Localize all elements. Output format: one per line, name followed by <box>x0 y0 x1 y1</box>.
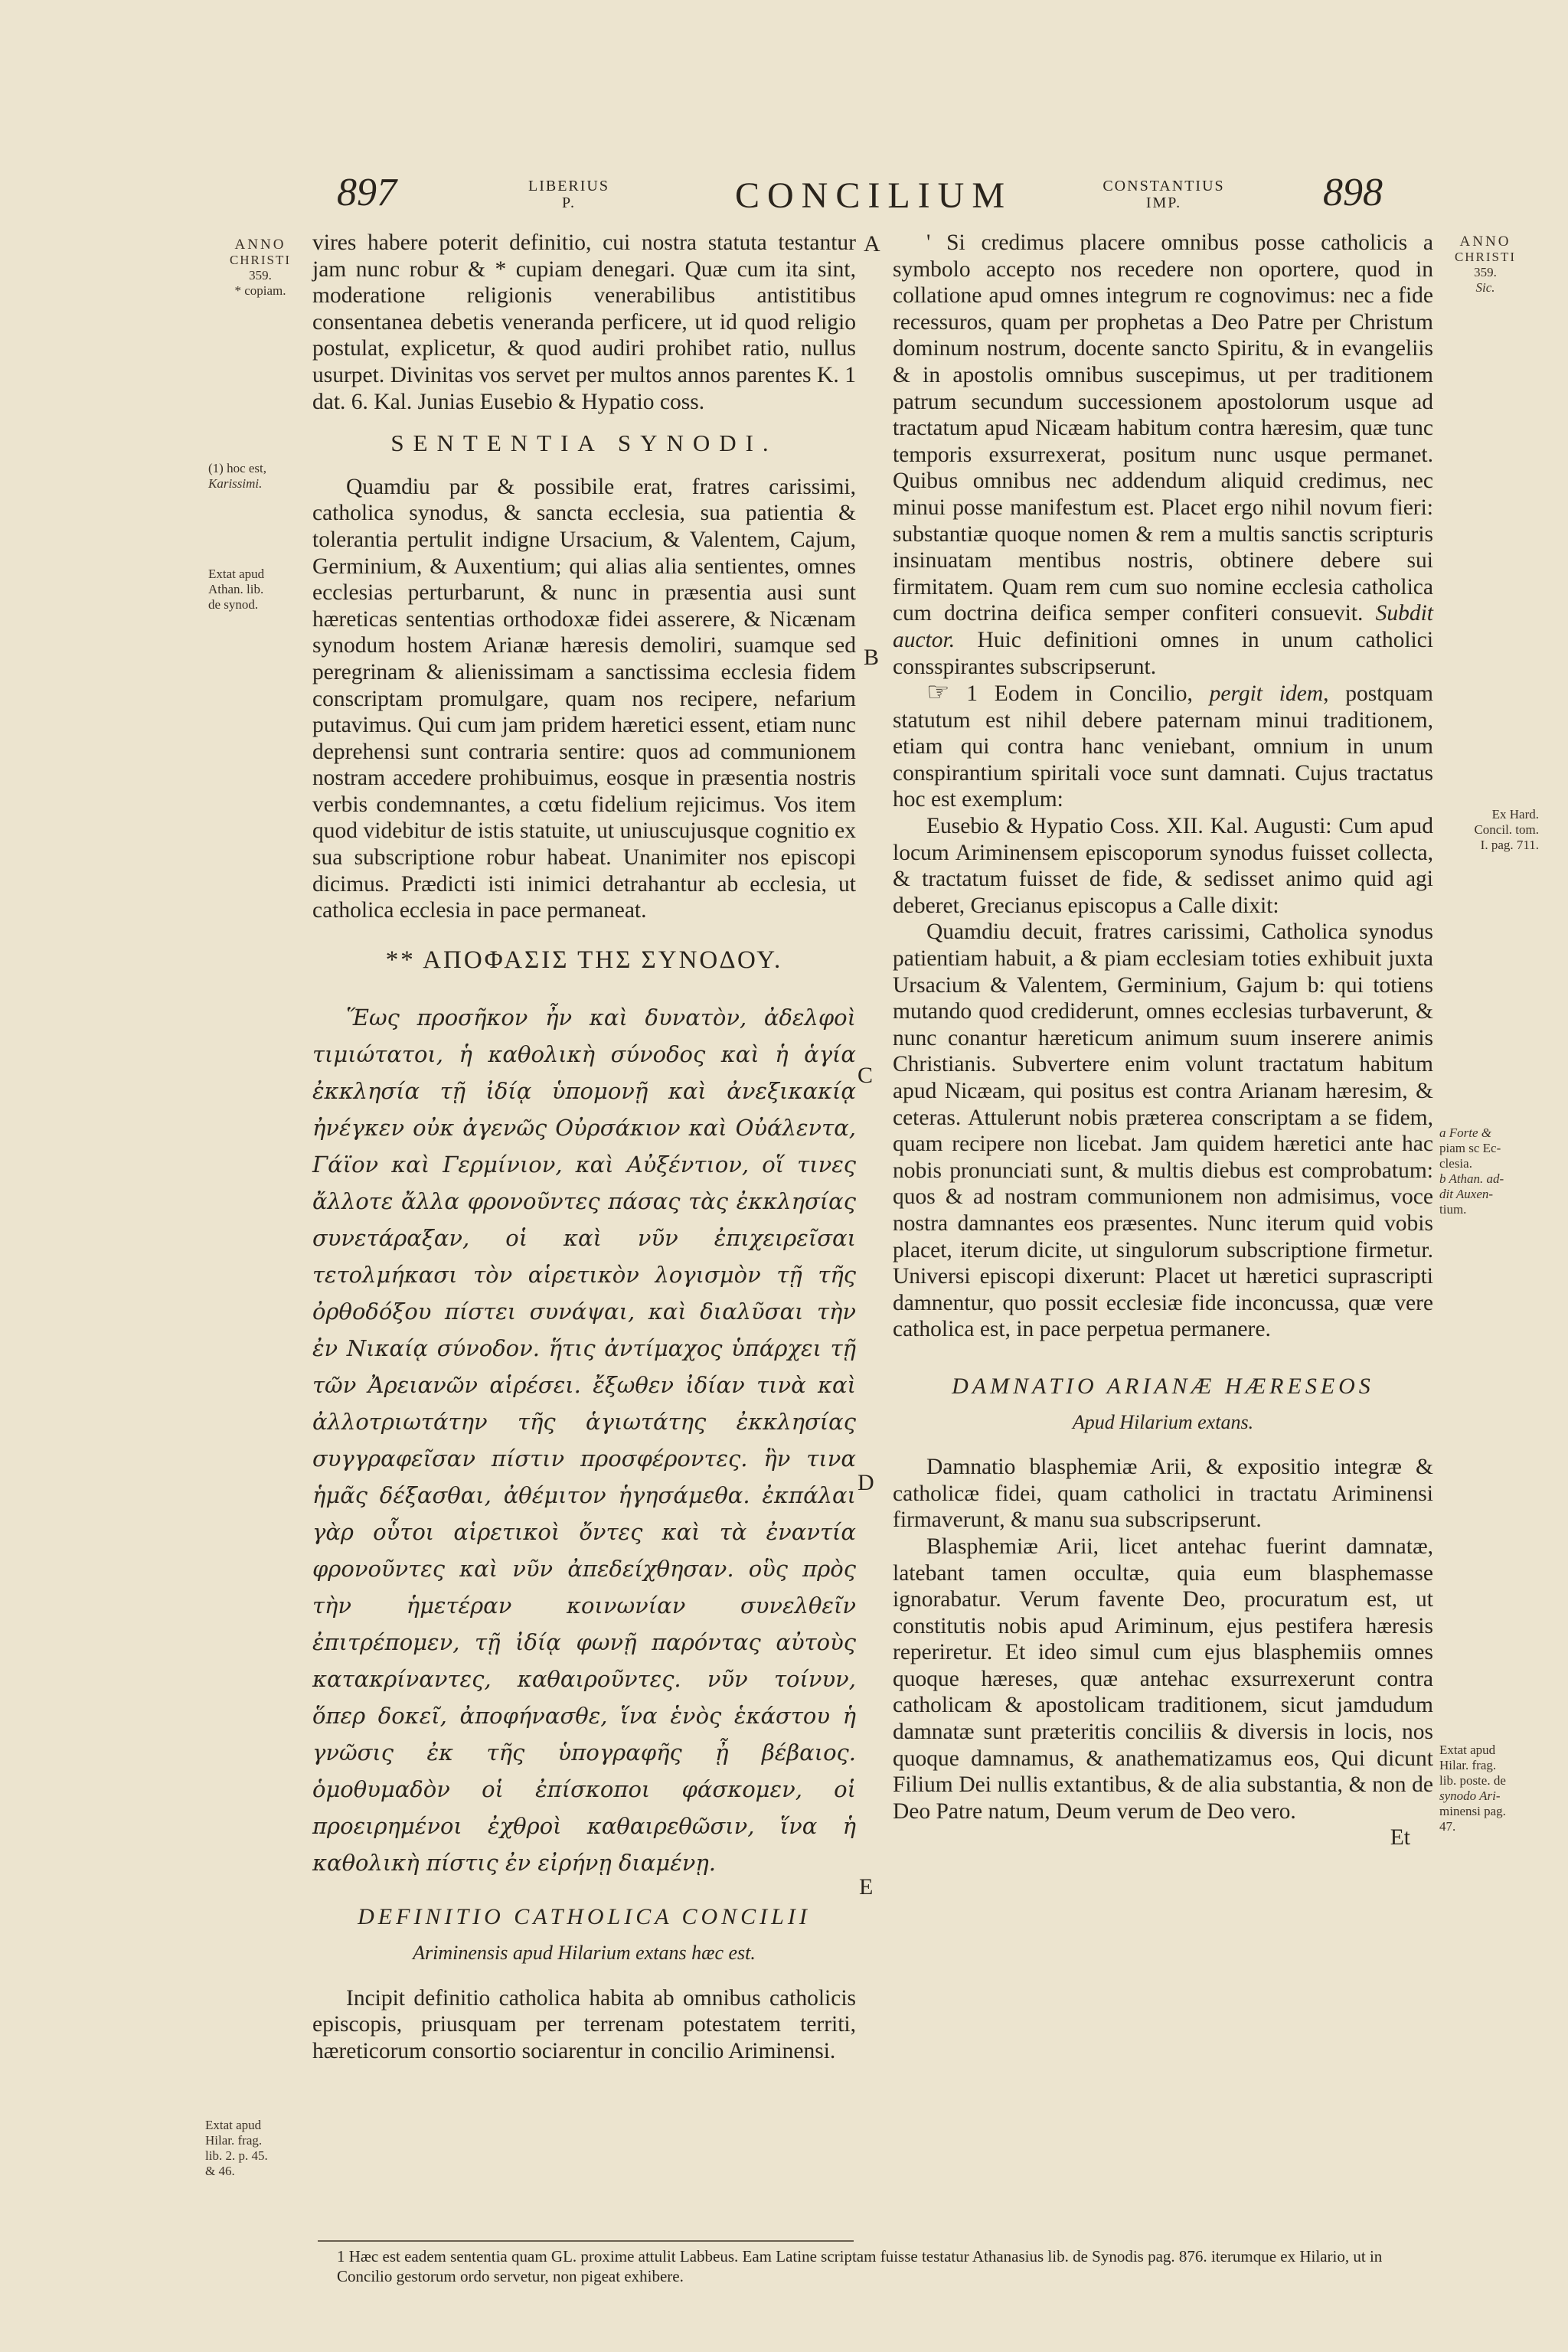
left-hilar-line-3: lib. 2. p. 45. <box>205 2148 268 2163</box>
left-hilar-line-2: Hilar. frag. <box>205 2133 263 2148</box>
left-anno: ANNO <box>234 237 286 253</box>
right-forte-line-5: dit Auxen- <box>1439 1187 1494 1201</box>
left-hoc-line-1: (1) hoc est, <box>208 461 267 475</box>
right-paragraph-blasphemiae: Blasphemiæ Arii, licet antehac fuerint damnatæ, latebant tamen occultæ, quia eum blasphemasse ignorabatur. Verum favente Deo, procuratum est, ut constitutis nobis apud Ariminum, ejus pestifera hæresis reperiretur. Et ideo simul cum ejus blasphemiis omnes quoque hæreses, quæ antehac exsurrexerunt contra catholicam & apostolicam traditionem, sicut jamdudum damnatæ sunt præteritis conciliis & diversis in locis, nos quoque damnamus, & anathematizamus eos, Qui dicunt Filium Dei nullis extantibus, & de alia substantia, & non de Deo Patre natum, Deum verum de Deo vero. <box>893 1534 1433 1824</box>
heading-greek-apophasis: ** ΑΠΟΦΑΣΙΣ ΤΗΣ ΣΥΝΟΔΟΥ. <box>385 946 783 974</box>
right-anno: ANNO <box>1459 234 1511 250</box>
subheading-ariminensis: Ariminensis apud Hilarium extans hæc est. <box>413 1942 756 1965</box>
subheading-apud-hilarium: Apud Hilarium extans. <box>1072 1410 1254 1433</box>
section-letter-d: D <box>858 1470 874 1495</box>
right-hilar-line-1: Extat apud <box>1439 1743 1496 1757</box>
pointing-hand-icon: ☞ <box>926 678 950 707</box>
right-hard-line-2: Concil. tom. <box>1474 822 1539 837</box>
left-margin-extat-note <box>208 567 308 612</box>
right-margin-hilar-note <box>1439 1743 1539 1834</box>
right-page-number: 898 <box>1323 171 1383 214</box>
left-christi: CHRISTI <box>229 253 292 267</box>
right-christi: CHRISTI <box>1454 250 1517 264</box>
left-year: 359. <box>249 268 272 283</box>
footnote-rule <box>318 2240 854 2242</box>
right-paragraph-quamdiu: Quamdiu decuit, fratres carissimi, Catholica synodus patientiam habuit, a & piam ecclesiam toties exhibuit juxta Ursacium & Valentem, Germinium, Gajum b: qui totiens mutando quod crediderunt, omnes ecclesias turbaverunt, & nunc conantur hæreticum animum suum inserere animis Christianis. Subvertere enim volunt tractatum habitum apud Nicæam, qui positus est contra Arianam hæresim, & ceteras. Attulerunt nobis præterea conscriptam a se fidem, quam recipere non licebat. Jam quidem hæretici ante hac nobis pronunciati sunt, & multis diebus est comprobatum: quos & ad nostram communionem non admisimus, voce nostra damnantes eos præsentes. Nunc iterum quid vobis placet, iterum dicite, ut singulorum subscriptione firmetur. Universi episcopi dixerunt: Placet ut hæretici suprascripti damnentur, quo possit ecclesiæ fide inconcussa, quæ vere catholica est, in pace perpetua permanere. <box>893 920 1433 1342</box>
right-hilar-line-3: lib. poste. de <box>1439 1773 1506 1788</box>
left-margin-hoc-note <box>208 461 308 492</box>
left-copiam-note: * copiam. <box>234 283 286 298</box>
heading-sententia-synodi: SENTENTIA SYNODI. <box>390 430 778 457</box>
left-paragraph-incipit: Incipit definitio catholica habita ab omnibus catholicis episcopis, priusquam per terrenam potestatem territi, hæreticorum consortio sociarentur in concilio Ariminensi. <box>312 1985 856 2063</box>
greek-sententia-text: Ἕως προσῆκον ἦν καὶ δυνατὸν, ἀδελφοὶ τιμιώτατοι, ἡ καθολικὴ σύνοδος καὶ ἡ ἁγία ἐκκλησία τῇ ἰδίᾳ ὑπομονῇ καὶ ἀνεξικακίᾳ ἠνέγκεν οὐκ ἀγενῶς Οὐρσάκιον καὶ Οὐάλεντα, Γάϊον καὶ Γερμίνιον, καὶ Αὐξέντιον, οἵ τινες ἄλλοτε ἄλλα φρονοῦντες πάσας τὰς ἐκκλησίας συνετάραξαν, οἱ καὶ νῦν ἐπιχειρεῖσαι τετολμήκασι τὸν αἱρετικὸν λογισμὸν τῇ τῆς ὀρθοδόξου πίστει συνάψαι, καὶ διαλῦσαι τὴν ἐν Νικαίᾳ σύνοδον. ἥτις ἀντίμαχος ὑπάρχει τῇ τῶν Ἀρειανῶν αἱρέσει. ἔξωθεν ἰδίαν τινὰ καὶ ἀλλοτριωτάτην τῆς ἁγιωτάτης ἐκκλησίας συγγραφεῖσαν πίστιν προσφέροντες. ἣν τινα ἡμᾶς δέξασθαι, ἀθέμιτον ἡγησάμεθα. ἐκπάλαι γὰρ οὗτοι αἱρετικοὶ ὄντες καὶ τὰ ἐναντία φρονοῦντες καὶ νῦν ἀπεδείχθησαν. οὓς πρὸς τὴν ἡμετέραν κοινωνίαν συνελθεῖν ἐπιτρέπομεν, τῇ ἰδίᾳ φωνῇ παρόντας αὐτοὺς κατακρίναντες, καθαιροῦντες. νῦν τοίνυν, ὅπερ δοκεῖ, ἀποφήνασθε, ἵνα ἑνὸς ἑκάστου ἡ γνῶσις ἐκ τῆς ὑπογραφῆς ᾖ βέβαιος. ὁμοθυμαδὸν οἱ ἐπίσκοποι φάσκομεν, οἱ προειρημένοι ἐχθροὶ καθαιρεθῶσιν, ἵνα ἡ καθολικὴ πίστις ἐν εἰρήνῃ διαμένῃ. <box>312 1004 856 1877</box>
left-paragraph-sententia: Quamdiu par & possibile erat, fratres carissimi, catholica synodus, & sancta ecclesia, sua patientia & tolerantia pertulit indigne Ursacium, & Valentem, Cajum, Germinium, & Auxentium; qui alias alia sentientes, omnes ecclesias perturbarunt, & nunc in præsentia ausi sunt hæreticas sententias orthodoxæ fidei asserere, & Nicænam synodum hostem Arianæ hæresis demoliri, suamque sed peregrinam & alienissimam a sanctissima ecclesia fidem conscriptam promulgare, quam nos recipere, nefarium putavimus. Qui cum jam pridem hæretici essent, etiam nunc deprehensi sunt contraria sentire: quos ad communionem nostram accedere prohibuimus, eosque in præsentia nostris verbis condemnantes, a cœtu fidelium rejicimus. Vos item quod videbitur de istis statuite, ut uniuscujusque cognitio ex sua subscriptione robur habeat. Unanimiter nos episcopi dicimus. Prædicti isti inimici detrahantur ab ecclesia, ut catholica ecclesia in pace permaneat. <box>312 474 856 923</box>
right-hilar-line-6: 47. <box>1439 1819 1456 1834</box>
right-forte-line-4: b Athan. ad- <box>1439 1171 1504 1186</box>
right-running-head-line-2: IMP. <box>1145 194 1182 211</box>
right-hilar-line-4: synodo Ari- <box>1439 1788 1501 1803</box>
right-hilar-line-5: minensi pag. <box>1439 1804 1506 1818</box>
heading-definitio-catholica: DEFINITIO CATHOLICA CONCILII <box>358 1904 811 1930</box>
subdit-auctor: Subdit auctor. <box>893 601 1434 652</box>
right-margin-forte-note <box>1439 1125 1539 1217</box>
left-hilar-line-4: & 46. <box>205 2164 235 2178</box>
right-paragraph-eusebio: Eusebio & Hypatio Coss. XII. Kal. Augusti: Cum apud locum Ariminensem episcoporum synodus fuisset collecta, & tractatum fuisset de fide, & sedisset animo quid agi deberet, Grecianus episcopus a Calle dixit: <box>893 814 1433 918</box>
section-letter-a: A <box>864 231 880 256</box>
section-letter-b: B <box>864 645 880 670</box>
right-running-head <box>1072 178 1256 211</box>
right-paragraph-si-credimus <box>893 230 1433 680</box>
right-margin-year <box>1439 234 1531 296</box>
right-sic-note: Sic. <box>1475 280 1495 295</box>
right-hard-line-3: I. pag. 711. <box>1480 838 1539 852</box>
right-p2-start: 1 Eodem in Concilio, <box>966 681 1193 707</box>
left-margin-year <box>214 237 306 299</box>
left-extat-line-2: Athan. lib. <box>208 582 264 596</box>
left-margin-hilar-note <box>205 2118 305 2179</box>
right-forte-line-2: piam sc Ec- <box>1439 1141 1501 1155</box>
footnote: 1 Hæc est eadem sententia quam GL. proxime attulit Labbeus. Eam Latine scriptam fuisse testatur Athanasius lib. de Synodis pag. 876. iterumque ex Hilario, ut in Concilio gestorum ordo servetur, non pigeat exhibere. <box>337 2247 1383 2285</box>
left-running-head <box>511 178 626 211</box>
pergit-idem: pergit idem <box>1209 681 1324 707</box>
left-running-head-line-1: LIBERIUS <box>528 178 609 194</box>
heading-damnatio-arianae: DAMNATIO ARIANÆ HÆRESEOS <box>952 1373 1374 1399</box>
right-forte-line-6: tium. <box>1439 1202 1467 1217</box>
left-extat-line-3: de synod. <box>208 597 259 612</box>
right-forte-line-3: clesia. <box>1439 1156 1472 1171</box>
section-letter-e: E <box>859 1874 874 1900</box>
right-column <box>893 230 1433 1851</box>
section-letter-c: C <box>858 1063 874 1088</box>
left-column <box>312 230 856 2064</box>
right-paragraph-eodem <box>893 680 1433 813</box>
right-running-head-line-1: CONSTANTIUS <box>1102 178 1225 194</box>
right-p1-text: ' Si credimus placere omnibus posse catholicis a symbolo accepto nos recedere non oportere, quod in collatione apud omnes integrum re cognovimus: nec a fide recessuros, quam per prophetas a Deo Patre per Christum dominum nostrum, docente sancto Spiritu, & in evangeliis & in apostolis omnibus suscepimus, ut per traditionem patrum secundum successionem apostolorum usque ad tractatum apud Nicæam habitum contra hæresim, quæ tunc temporis exsurrexerat, positum nunc usque permanet. Quibus omnibus nec addendum aliquid credimus, nec minui posse manifestum est. Placet ergo nihil novum fieri: substantiæ quoque nomen & rem a multis sanctis scripturis insinuatam mentibus nostris, obtinere debere sui firmitatem. Quam rem cum suo nomine ecclesia catholica cum doctrina deifica semper confiteri consuevit. <box>893 230 1433 626</box>
left-extat-line-1: Extat apud <box>208 567 265 581</box>
left-page-number: 897 <box>337 171 397 214</box>
left-paragraph-letter-ending: vires habere poterit definitio, cui nostra statuta testantur jam nunc robur & * cupiam denegari. Quæ cum ita sint, moderatione religionis venerabilibus antistitibus consentanea debetis veneranda perficere, ut id quod religio postulat, explicetur, & quod audiri prohibet ratio, nullus usurpet. Divinitas vos servet per multos annos parentes K. 1 dat. 6. Kal. Junias Eusebio & Hypatio coss. <box>312 230 856 414</box>
left-hilar-line-1: Extat apud <box>205 2118 262 2132</box>
running-title: CONCILIUM <box>735 175 1012 216</box>
right-p2-rest: , postquam statutum est nihil debere paternam minui traditionem, etiam qui contra hanc veniebant, omnium in unum conspirantium spiritali voce sunt damnati. Cujus tractatus hoc est exemplum: <box>893 681 1433 812</box>
right-paragraph-damnatio: Damnatio blasphemiæ Arii, & expositio integræ & catholicæ fidei, quam catholici in tractatu Ariminensi firmaverunt, & manu sua subscripserunt. <box>893 1455 1433 1533</box>
catchword: Et <box>1390 1825 1410 1851</box>
right-hard-line-1: Ex Hard. <box>1491 807 1539 822</box>
right-hilar-line-2: Hilar. frag. <box>1439 1758 1497 1772</box>
right-p1-end: Huic definitioni omnes in unum catholici consspirantes subscripserunt. <box>893 627 1434 679</box>
right-year: 359. <box>1474 265 1497 279</box>
left-running-head-line-2: P. <box>562 194 576 211</box>
left-hoc-line-2: Karissimi. <box>208 476 263 491</box>
right-margin-hard-note <box>1439 807 1539 853</box>
right-forte-line-1: a Forte & <box>1439 1125 1491 1140</box>
